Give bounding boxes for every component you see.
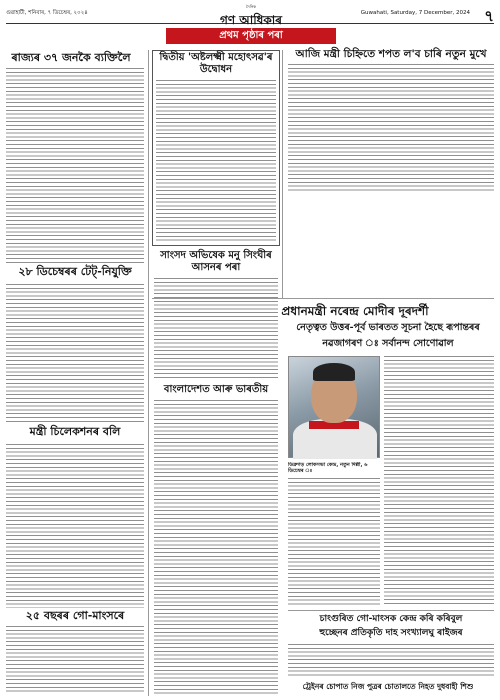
top-story-text	[288, 64, 494, 192]
masthead-date-assamese: গুৱাহাটী, শনিবাৰ, ৭ ডিচেম্বৰ, ২০২৪	[6, 10, 88, 16]
bottom-headline-line3: ট্ৰেইনৰ চোপাত নিজ পুত্ৰৰ চোতালতে নিহত দুধবাহী শিশু	[302, 682, 474, 691]
masthead-tagline: দৈনিক	[245, 4, 257, 9]
masthead	[6, 4, 494, 27]
masthead-date-english: Guwahati, Saturday, 7 December, 2024	[360, 10, 470, 16]
bottom-text	[288, 644, 494, 678]
col2-text-2	[154, 278, 278, 380]
lead-text-2	[384, 356, 494, 606]
col1-headline-1: ৰাজ্যৰ ৩৭ জনকৈ ব্যক্তিলৈ	[11, 51, 131, 64]
col1-headline-4: ২৫ বছৰৰ গো-মাংসৰে	[25, 609, 125, 622]
col2-headline-2: সাংসদ অভিষেক মনু সিংঘীৰ আসনৰ পৰা	[160, 250, 272, 273]
lead-headline-line1: প্ৰধানমন্ত্ৰী নৰেন্দ্ৰ মোদীৰ দূৰদৰ্শী	[281, 304, 429, 318]
bottom-headline-line1: চাংগুৰিত গো-মাংসক কেন্দ্ৰ কৰি কৰিবুল	[319, 614, 463, 624]
col2-text-3	[154, 400, 278, 694]
lead-headline-line2: নেতৃত্বত উত্তৰ-পূৰ্ব ভাৰতত সূচনা হৈছে ৰূপান্তৰৰ	[296, 322, 480, 333]
page-number: ৭	[484, 7, 494, 25]
top-story-headline: আজি মন্ত্ৰী চিহ্নিতে শপত ল'ব চাৰি নতুন মুখে	[295, 48, 487, 60]
newspaper-page	[6, 4, 494, 696]
top-story-rule	[152, 298, 494, 299]
col1-text-1	[6, 68, 144, 264]
col2-headline-1: দ্বিতীয় 'অষ্টলক্ষ্মী মহোৎসৱ'ৰ উদ্বোধন	[159, 52, 273, 75]
column-rule-1	[148, 50, 149, 696]
col1-text-2	[6, 284, 144, 424]
photo-hair	[313, 363, 355, 381]
column-rule-2	[282, 50, 283, 298]
col1-headline-2: ২৮ ডিচেম্বৰৰ টেট্-নিযুক্তি	[18, 265, 132, 278]
lead-text-1	[288, 478, 380, 606]
lead-photo	[288, 356, 380, 458]
section-banner: প্ৰথম পৃষ্ঠাৰ পৰা	[166, 28, 336, 44]
col1-headline-3: মন্ত্ৰী চিলেকশনৰ বলি	[29, 425, 121, 438]
masthead-logo	[196, 4, 306, 28]
lead-photo-caption: ডিব্ৰুগড় লোকসভা কেন্দ্ৰ, নতুন দিল্লী, ৬ ডিচেম্বৰ ঃ	[288, 462, 368, 474]
masthead-name: গণ আধিকাৰ	[219, 13, 283, 27]
col1-text-4	[6, 626, 144, 694]
col1-text-3	[6, 444, 144, 608]
col2-text-1	[156, 80, 276, 242]
bottom-headline-line2: হুচ্ছেনৰ প্ৰতিকৃতি দাহ সংখ্যালঘু ৰাইজৰ	[319, 628, 463, 638]
lead-headline-line3: নৱজাগৰণ ঃ সৰ্বানন্দ সোণোৱাল	[322, 338, 454, 349]
bottom-rule	[288, 610, 494, 611]
col2-headline-3: বাংলাদেশত আৰু ভাৰতীয়	[163, 384, 269, 395]
